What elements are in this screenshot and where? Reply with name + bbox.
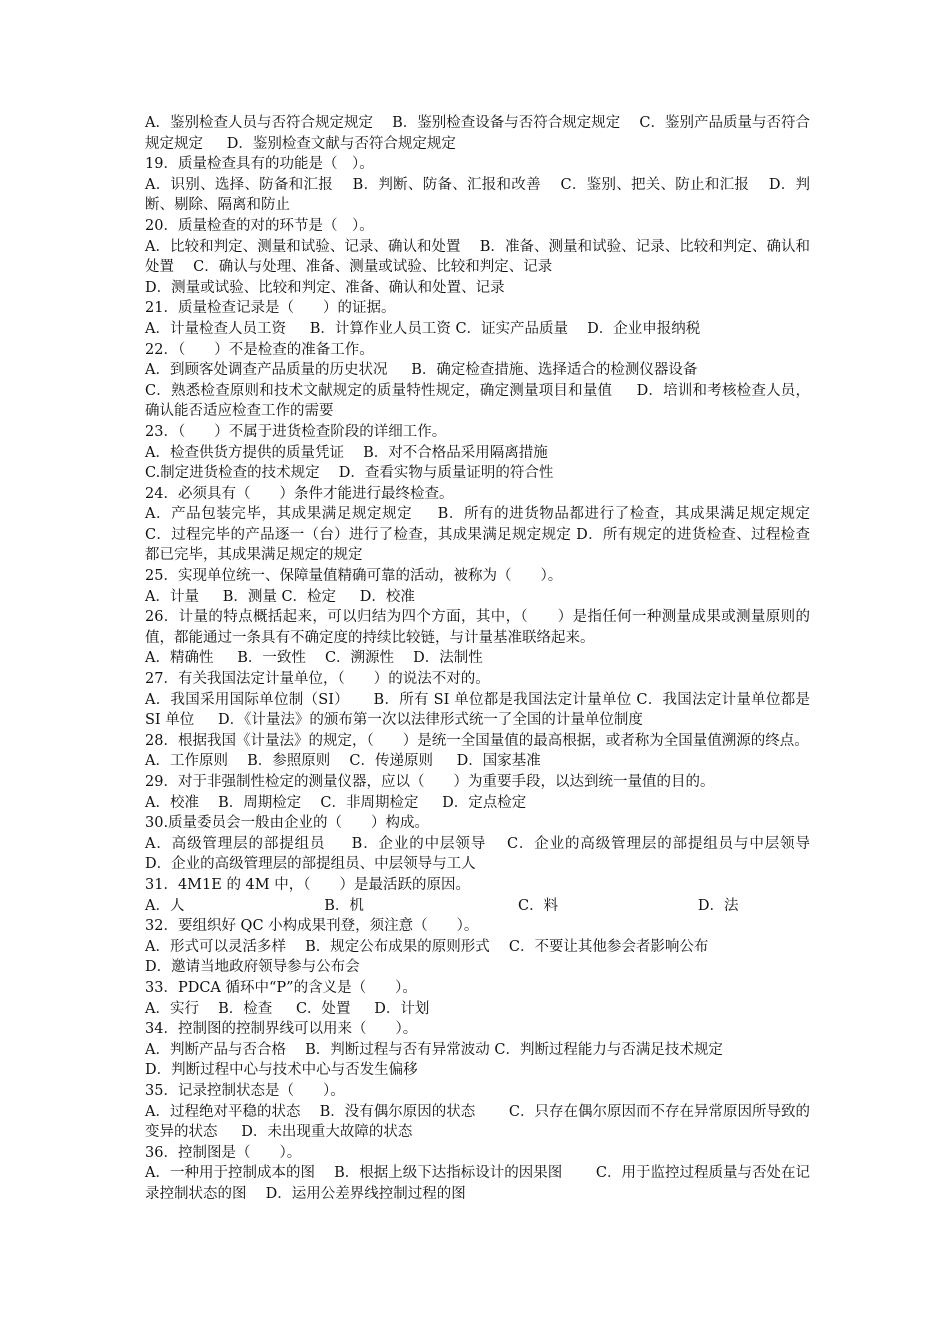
text-paragraph: A．形式可以灵活多样 B．规定公布成果的原则形式 C．不要让其他参会者影响公布 <box>145 938 709 955</box>
text-paragraph: C．熟悉检查原则和技术文献规定的质量特性规定，确定测量项目和量值 D．培训和考核检查人员，确认能否适应检查工作的需要 <box>145 382 810 420</box>
text-paragraph: 34．控制图的控制界线可以用来（ ）。 <box>145 1021 418 1038</box>
text-paragraph: A．实行 B．检查 C．处置 D．计划 <box>145 1000 430 1017</box>
text-paragraph: A．判断产品与否合格 B．判断过程与否有异常波动 C．判断过程能力与否满足技术规定 <box>145 1041 723 1058</box>
text-paragraph: 23．（ ）不属于进货检查阶段的详细工作。 <box>145 423 447 440</box>
text-paragraph: D．测量或试验、比较和判定、准备、确认和处置、记录 <box>145 279 505 296</box>
text-paragraph: 20．质量检查的对的环节是（ ）。 <box>145 217 374 234</box>
text-paragraph: A．检查供货方提供的质量凭证 B．对不合格品采用隔离措施 <box>145 444 548 461</box>
text-paragraph: D．判断过程中心与技术中心与否发生偏移 <box>145 1062 418 1079</box>
text-paragraph: A．人 B．机 C．料 D．法 <box>145 897 739 914</box>
text-paragraph: A．计量 B．测量 C．检定 D．校准 <box>145 588 415 605</box>
text-paragraph: A．校准 B．周期检定 C．非周期检定 D．定点检定 <box>145 794 527 811</box>
text-paragraph: 35．记录控制状态是（ ）。 <box>145 1082 345 1099</box>
text-paragraph: A．一种用于控制成本的图 B．根据上级下达指标设计的因果图 C．用于监控过程质量与否处在记录控制状态的图 D．运用公差界线控制过程的图 <box>145 1165 810 1202</box>
text-paragraph: 31．4M1E 的 4M 中，（ ）是最活跃的原因。 <box>145 876 470 893</box>
text-paragraph: 27．有关我国法定计量单位，（ ）的说法不对的。 <box>145 671 490 688</box>
text-paragraph: D．邀请当地政府领导参与公布会 <box>145 959 360 976</box>
text-paragraph: A．过程绝对平稳的状态 B．没有偶尔原因的状态 C．只存在偶尔原因而不存在异常原因所导致的变异的状态 D．未出现重大故障的状态 <box>145 1103 810 1141</box>
text-paragraph: A．产品包装完毕，其成果满足规定规定 B．所有的进货物品都进行了检查，其成果满足规定规定 C．过程完毕的产品逐一（台）进行了检查，其成果满足规定规定 D．所有规定的进货检查、过程检查都已完毕，其成果满足规定的规定 <box>145 506 830 564</box>
text-paragraph: 26．计量的特点概括起来，可以归结为四个方面，其中，（ ）是指任何一种测量成果或测量原则的值，都能通过一条具有不确定度的持续比较链，与计量基准联络起来。 <box>145 609 810 646</box>
text-paragraph: A．精确性 B．一致性 C．溯源性 D．法制性 <box>145 650 483 667</box>
text-paragraph: A．鉴别检查人员与否符合规定规定 B．鉴别检查设备与否符合规定规定 C．鉴别产品质量与否符合规定规定 D．鉴别检查文献与否符合规定规定 <box>145 115 810 152</box>
text-paragraph: C.制定进货检查的技术规定 D．查看实物与质量证明的符合性 <box>145 465 554 482</box>
text-paragraph: A．计量检查人员工资 B．计算作业人员工资 C．证实产品质量 D．企业申报纳税 <box>145 320 701 337</box>
document-page <box>145 113 834 1204</box>
text-paragraph: 19．质量检查具有的功能是（ ）。 <box>145 156 374 173</box>
text-paragraph: A．比较和判定、测量和试验、记录、确认和处置 B．准备、测量和试验、记录、比较和判定、确认和处置 C．确认与处理、准备、测量或试验、比较和判定、记录 <box>145 238 810 276</box>
text-paragraph: 28．根据我国《计量法》的规定，（ ）是统一全国量值的最高根据，或者称为全国量值溯源的终点。 <box>145 732 809 749</box>
text-paragraph: 24．必须具有（ ）条件才能进行最终检查。 <box>145 485 454 502</box>
text-paragraph: 29．对于非强制性检定的测量仪器，应以（ ）为重要手段，以达到统一量值的目的。 <box>145 774 715 790</box>
text-paragraph: 25．实现单位统一、保障量值精确可靠的活动，被称为（ ）。 <box>145 568 563 585</box>
text-paragraph: A．我国采用国际单位制（SI） B．所有 SI 单位都是我国法定计量单位 C．我国法定计量单位都是 SI 单位 D．《计量法》的颁布第一次以法律形式统一了全国的计量单位制度 <box>145 691 815 729</box>
text-paragraph: A．识别、选择、防备和汇报 B．判断、防备、汇报和改善 C．鉴别、把关、防止和汇报 D．判断、剔除、隔离和防止 <box>145 176 810 214</box>
text-paragraph: 30.质量委员会一般由企业的（ ）构成。 <box>145 815 430 832</box>
text-paragraph: A．工作原则 B．参照原则 C．传递原则 D．国家基准 <box>145 753 541 770</box>
text-paragraph: 22．（ ）不是检查的准备工作。 <box>145 341 374 358</box>
text-paragraph: 21．质量检查记录是（ ）的证据。 <box>145 300 396 317</box>
text-paragraph: 36．控制图是（ ）。 <box>145 1144 302 1161</box>
text-paragraph: A．高级管理层的部提组员 B．企业的中层领导 C．企业的高级管理层的部提组员与中层领导 D．企业的高级管理层的部提组员、中层领导与工人 <box>145 835 834 873</box>
text-paragraph: 33．PDCA 循环中“P”的含义是（ ）。 <box>145 979 417 996</box>
text-paragraph: A．到顾客处调查产品质量的历史状况 B．确定检查措施、选择适合的检测仪器设备 <box>145 362 698 379</box>
text-paragraph: 32．要组织好 QC 小构成果刊登，须注意（ ）。 <box>145 918 479 935</box>
